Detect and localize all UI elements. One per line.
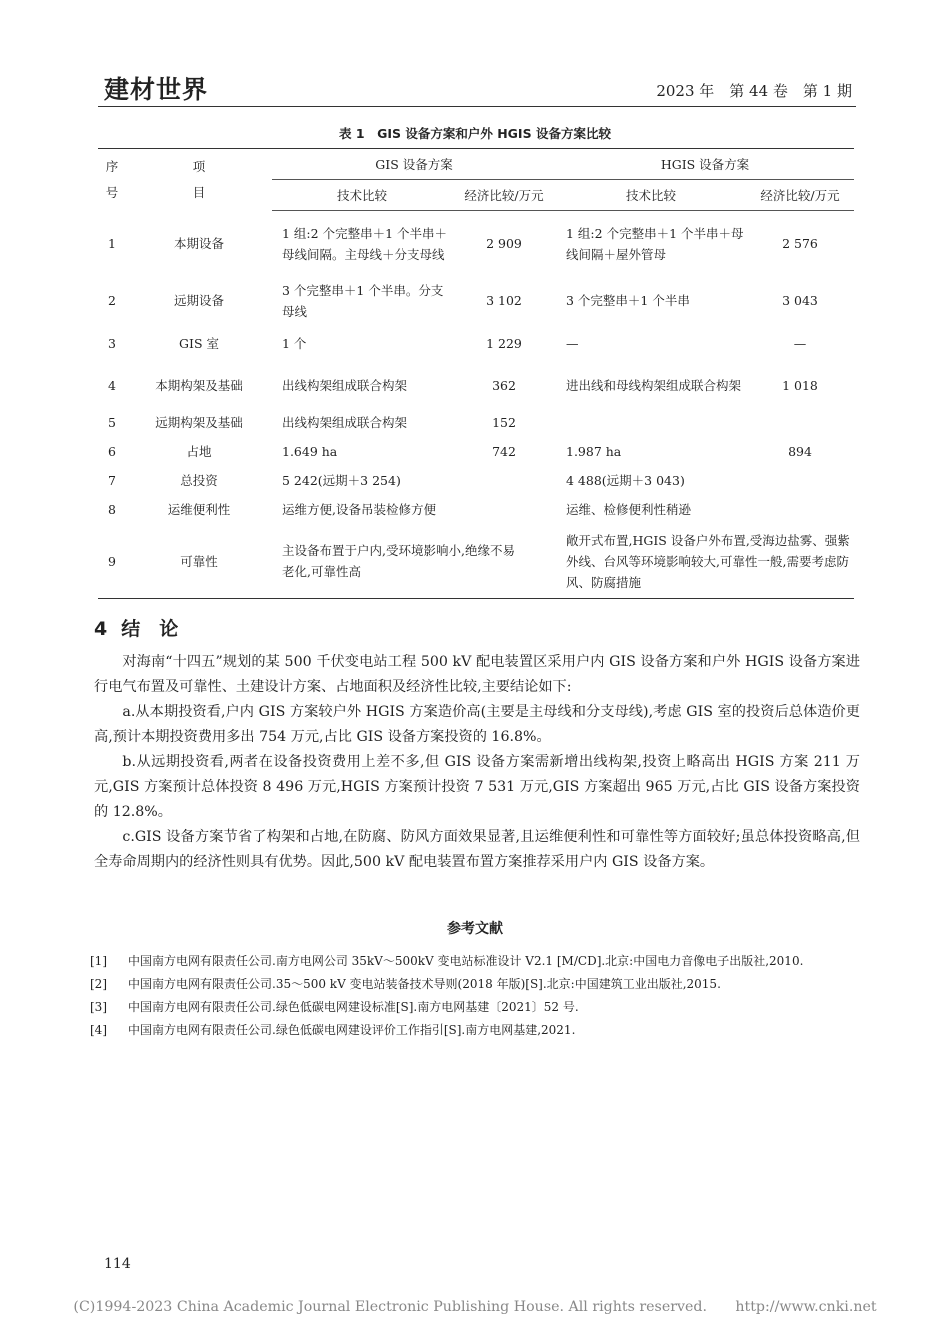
cell-hgis-econ: 1 018 (782, 378, 818, 393)
header-gis-econ: 经济比较/万元 (452, 180, 556, 211)
reference-number: [1] (90, 954, 107, 968)
cell-no: 7 (108, 473, 116, 488)
paragraph: 对海南“十四五”规划的某 500 千伏变电站工程 500 kV 配电装置区采用户内 GIS 设备方案和户外 HGIS 设备方案进行电气布置及可靠性、土建设计方案、占地面积及经济性比较,主要结论如下: (94, 654, 860, 695)
cell-item: 运维便利性 (167, 502, 231, 517)
issue-info: 2023 年 第 44 卷 第 1 期 (656, 82, 852, 100)
header-hgis-econ: 经济比较/万元 (746, 180, 854, 211)
cell-gis-econ: 3 102 (486, 293, 522, 308)
header-rule (98, 106, 856, 107)
reference-item (90, 973, 860, 995)
cell-gis-tech: 运维方便,设备吊装检修方便 (282, 502, 436, 517)
cell-gis-econ: 742 (492, 444, 516, 459)
cell-hgis-econ: 2 576 (782, 236, 818, 252)
paragraph: c.GIS 设备方案节省了构架和占地,在防腐、防风方面效果显著,且运维便利性和可靠性等方面较好;虽总体投资略高,但全寿命周期内的经济性则具有优势。因此,500 kV 配电装置布置方案推荐采用户内 GIS 设备方案。 (94, 829, 860, 870)
cell-no: 1 (108, 236, 116, 251)
cell-gis-tech: 5 242(远期＋3 254) (282, 473, 401, 488)
cell-hgis-econ: — (793, 336, 807, 351)
cell-gis-econ: 2 909 (486, 236, 522, 252)
cell-gis-tech: 出线构架组成联合构架 (282, 415, 408, 430)
reference-number: [4] (90, 1023, 107, 1037)
reference-text: 中国南方电网有限责任公司.绿色低碳电网建设标准[S].南方电网基建〔2021〕52 号. (128, 1000, 579, 1014)
cell-no: 6 (108, 444, 116, 459)
cell-hgis-tech: 进出线和母线构架组成联合构架 (566, 378, 742, 393)
cell-no: 9 (98, 525, 126, 599)
reference-item (90, 950, 860, 972)
reference-text: 中国南方电网有限责任公司.35～500 kV 变电站装备技术导则(2018 年版)[S].北京:中国建筑工业出版社,2015. (128, 977, 721, 991)
section-body (94, 650, 860, 875)
cell-hgis-econ (746, 467, 854, 495)
cell-gis-tech: 3 个完整串＋1 个半串。分支母线 (282, 282, 444, 319)
section-title: 结 论 (121, 618, 179, 640)
cell-hgis-tech: 1 组:2 个完整串＋1 个半串＋母线间隔＋屋外管母 (566, 225, 744, 262)
table-caption: 表 1 GIS 设备方案和户外 HGIS 设备方案比较 (339, 126, 611, 141)
cell-gis-econ (452, 495, 556, 525)
header-hgis: HGIS 设备方案 (556, 149, 854, 180)
cell-hgis-econ (746, 495, 854, 525)
cell-hgis-tech: 敞开式布置,HGIS 设备户外布置,受海边盐雾、强紫外线、台风等环境影响较大,可靠性一般,需要考虑防风、防腐措施 (556, 525, 854, 599)
reference-item (90, 996, 860, 1018)
cell-gis-econ: 1 229 (486, 336, 522, 351)
reference-number: [2] (90, 977, 107, 991)
section-heading (94, 614, 178, 641)
header-no: 序号 (98, 149, 126, 211)
section-number: 4 (94, 618, 108, 640)
header-hgis-tech: 技术比较 (556, 180, 746, 211)
cell-item: GIS 室 (179, 336, 219, 351)
cell-gis-tech: 1.649 ha (282, 444, 338, 459)
table-row (98, 495, 854, 525)
comparison-table (98, 148, 854, 599)
cell-gis-econ: 362 (492, 378, 516, 393)
cell-no: 4 (108, 378, 116, 393)
table-row (98, 525, 854, 599)
table-row (98, 277, 854, 325)
cell-item: 远期构架及基础 (155, 415, 243, 430)
header-gis-tech: 技术比较 (272, 180, 452, 211)
cell-hgis-econ: 3 043 (782, 293, 818, 308)
table-row (98, 409, 854, 437)
cell-item: 可靠性 (126, 525, 272, 599)
page-number: 114 (104, 1256, 131, 1272)
cell-item: 本期构架及基础 (155, 378, 243, 393)
journal-title: 建材世界 (104, 75, 209, 104)
cell-hgis-tech (556, 409, 746, 437)
cell-no: 8 (108, 502, 116, 517)
cell-no: 5 (108, 415, 116, 430)
reference-item (90, 1019, 860, 1041)
cell-item: 总投资 (180, 473, 218, 488)
cell-hgis-tech: 1.987 ha (566, 444, 622, 459)
reference-number: [3] (90, 1000, 107, 1014)
cell-gis-tech: 出线构架组成联合构架 (282, 378, 408, 393)
header-item: 项目 (126, 149, 272, 211)
table-row (98, 211, 854, 277)
cell-no: 3 (108, 336, 116, 351)
paragraph: a.从本期投资看,户内 GIS 方案较户外 HGIS 方案造价高(主要是主母线和分支母线),考虑 GIS 室的投资后总体造价更高,预计本期投资费用多出 754 万元,占比 GIS 设备方案投资的 16.8%。 (94, 704, 860, 745)
cell-hgis-tech: — (566, 336, 579, 351)
copyright-notice: (C)1994-2023 China Academic Journal Electronic Publishing House. All rights reserved. http://www.cnki.net (73, 1299, 877, 1315)
cell-gis-econ (452, 467, 556, 495)
cell-item: 远期设备 (173, 293, 224, 308)
cell-item: 占地 (186, 444, 212, 459)
cell-gis-tech: 主设备布置于户内,受环境影响小,绝缘不易老化,可靠性高 (272, 525, 556, 599)
cell-hgis-tech: 运维、检修便利性稍逊 (566, 502, 692, 517)
cell-gis-tech: 1 组:2 个完整串＋1 个半串＋母线间隔。主母线＋分支母线 (282, 225, 447, 262)
table-row (98, 437, 854, 467)
cell-gis-tech: 1 个 (282, 336, 307, 351)
cell-item: 本期设备 (173, 236, 224, 251)
reference-list (90, 950, 860, 1042)
table-row (98, 467, 854, 495)
cell-hgis-econ (746, 409, 854, 437)
cell-hgis-tech: 3 个完整串＋1 个半串 (566, 293, 690, 308)
cell-no: 2 (108, 293, 116, 308)
references-title: 参考文献 (447, 921, 503, 937)
cell-hgis-tech: 4 488(远期＋3 043) (566, 473, 685, 488)
header-gis: GIS 设备方案 (272, 149, 556, 180)
reference-text: 中国南方电网有限责任公司.绿色低碳电网建设评价工作指引[S].南方电网基建,2021. (128, 1023, 576, 1037)
cell-gis-econ: 152 (492, 415, 516, 430)
reference-text: 中国南方电网有限责任公司.南方电网公司 35kV～500kV 变电站标准设计 V2.1 [M/CD].北京:中国电力音像电子出版社,2010. (128, 954, 804, 968)
cell-hgis-econ: 894 (788, 444, 812, 459)
table-row (98, 363, 854, 409)
paragraph: b.从远期投资看,两者在设备投资费用上差不多,但 GIS 设备方案需新增出线构架,投资上略高出 HGIS 方案 211 万元,GIS 方案预计总体投资 8 496 万元,HGIS 方案预计投资 7 531 万元,GIS 方案超出 965 万元,占比 GIS 设备方案投资的 12.8%。 (94, 754, 860, 820)
table-row (98, 325, 854, 363)
